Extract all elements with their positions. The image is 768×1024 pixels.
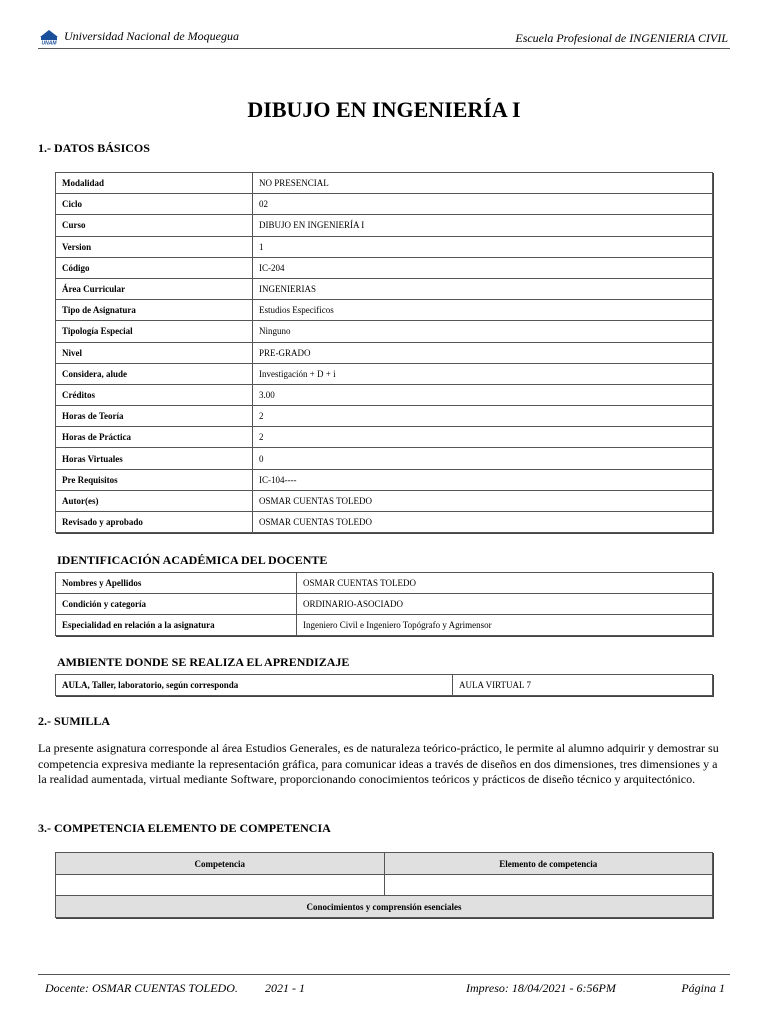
header-left [38, 28, 239, 45]
row-key: Horas Virtuales [56, 448, 253, 469]
row-key: Ciclo [56, 194, 253, 215]
table-row [56, 406, 713, 427]
row-value: IC-104---- [253, 469, 713, 490]
row-key: Código [56, 257, 253, 278]
section-ambiente: AMBIENTE DONDE SE REALIZA EL APRENDIZAJE [57, 655, 350, 669]
table-row [56, 194, 713, 215]
row-value: 02 [253, 194, 713, 215]
table-row [56, 675, 713, 696]
sumilla-paragraph: La presente asignatura corresponde al área Estudios Generales, es de naturaleza teórico-práctico, le permite al alumno adquirir y demostrar su competencia expresiva mediante la representación gráfica, para comunicar ideas a través de diseños en dos dimensiones, tres dimensiones y a la realidad aumentada, virtual mediante Software, proporcionando conocimientos teóricos y prácticos de diseño técnico y arquitectónico. [38, 741, 719, 786]
row-key: Horas de Teoría [56, 406, 253, 427]
row-key: Área Curricular [56, 278, 253, 299]
table-row [56, 257, 713, 278]
school-name: Escuela Profesional de INGENIERIA CIVIL [515, 31, 728, 45]
row-value: OSMAR CUENTAS TOLEDO [253, 490, 713, 511]
row-value: 2 [253, 427, 713, 448]
row-key: Considera, alude [56, 363, 253, 384]
table-row [56, 173, 713, 194]
table-row [56, 427, 713, 448]
table-row [56, 300, 713, 321]
table-row [56, 853, 713, 875]
table-row [56, 615, 713, 636]
row-value: Ninguno [253, 321, 713, 342]
table-row [56, 363, 713, 384]
page-footer [38, 974, 730, 999]
row-value: INGENIERIAS [253, 278, 713, 299]
footer-page: Página 1 [681, 981, 725, 995]
footer-printed: Impreso: 18/04/2021 - 6:56PM [466, 981, 616, 995]
section-datos-basicos: 1.- DATOS BÁSICOS [38, 141, 150, 155]
row-key: Version [56, 236, 253, 257]
table-row [56, 512, 713, 533]
row-key: Modalidad [56, 173, 253, 194]
table-row [56, 469, 713, 490]
row-key: Curso [56, 215, 253, 236]
row-value: PRE-GRADO [253, 342, 713, 363]
row-value: Ingeniero Civil e Ingeniero Topógrafo y Agrimensor [297, 615, 713, 636]
table-row [56, 594, 713, 615]
conocimientos-header: Conocimientos y comprensión esenciales [56, 896, 713, 918]
col-competencia-header: Competencia [56, 853, 385, 875]
row-value: 3.00 [253, 384, 713, 405]
row-value: 1 [253, 236, 713, 257]
row-key: Nombres y Apellidos [56, 573, 297, 594]
table-row [56, 321, 713, 342]
row-key: Condición y categoría [56, 594, 297, 615]
table-row [56, 448, 713, 469]
basic-data-table [55, 172, 713, 533]
row-value: IC-204 [253, 257, 713, 278]
row-value: DIBUJO EN INGENIERÍA I [253, 215, 713, 236]
row-value: NO PRESENCIAL [253, 173, 713, 194]
table-row [56, 573, 713, 594]
page-title: DIBUJO EN INGENIERÍA I [247, 97, 521, 122]
table-row [56, 896, 713, 918]
competencia-table [55, 852, 713, 918]
section-docente: IDENTIFICACIÓN ACADÉMICA DEL DOCENTE [57, 553, 328, 567]
row-key: AULA, Taller, laboratorio, según corresponda [56, 675, 453, 696]
footer-period: 2021 - 1 [265, 981, 305, 995]
university-name: Universidad Nacional de Moquegua [64, 29, 239, 43]
row-value: ORDINARIO-ASOCIADO [297, 594, 713, 615]
row-key: Tipología Especial [56, 321, 253, 342]
university-logo-icon [38, 28, 60, 45]
section-competencia: 3.- COMPETENCIA ELEMENTO DE COMPETENCIA [38, 821, 331, 835]
row-key: Nivel [56, 342, 253, 363]
row-key: Créditos [56, 384, 253, 405]
row-key: Horas de Práctica [56, 427, 253, 448]
footer-docente: Docente: OSMAR CUENTAS TOLEDO. [45, 981, 238, 995]
section-sumilla: 2.- SUMILLA [38, 714, 111, 728]
table-row [56, 215, 713, 236]
table-row [56, 236, 713, 257]
row-key: Tipo de Asignatura [56, 300, 253, 321]
row-key: Revisado y aprobado [56, 512, 253, 533]
ambiente-table [55, 674, 713, 696]
table-row [56, 278, 713, 299]
row-value: AULA VIRTUAL 7 [453, 675, 713, 696]
table-row [56, 384, 713, 405]
elemento-cell [384, 875, 713, 896]
row-key: Pre Requisitos [56, 469, 253, 490]
logo-text: UNAM [41, 40, 57, 45]
table-row [56, 342, 713, 363]
row-key: Especialidad en relación a la asignatura [56, 615, 297, 636]
row-value: 0 [253, 448, 713, 469]
row-value: Estudios Especificos [253, 300, 713, 321]
col-elemento-header: Elemento de competencia [384, 853, 713, 875]
competencia-cell [56, 875, 385, 896]
row-key: Autor(es) [56, 490, 253, 511]
docente-table [55, 572, 713, 636]
row-value: OSMAR CUENTAS TOLEDO [297, 573, 713, 594]
page-header [38, 26, 730, 49]
row-value: OSMAR CUENTAS TOLEDO [253, 512, 713, 533]
row-value: Investigación + D + i [253, 363, 713, 384]
table-row [56, 875, 713, 896]
table-row [56, 490, 713, 511]
row-value: 2 [253, 406, 713, 427]
